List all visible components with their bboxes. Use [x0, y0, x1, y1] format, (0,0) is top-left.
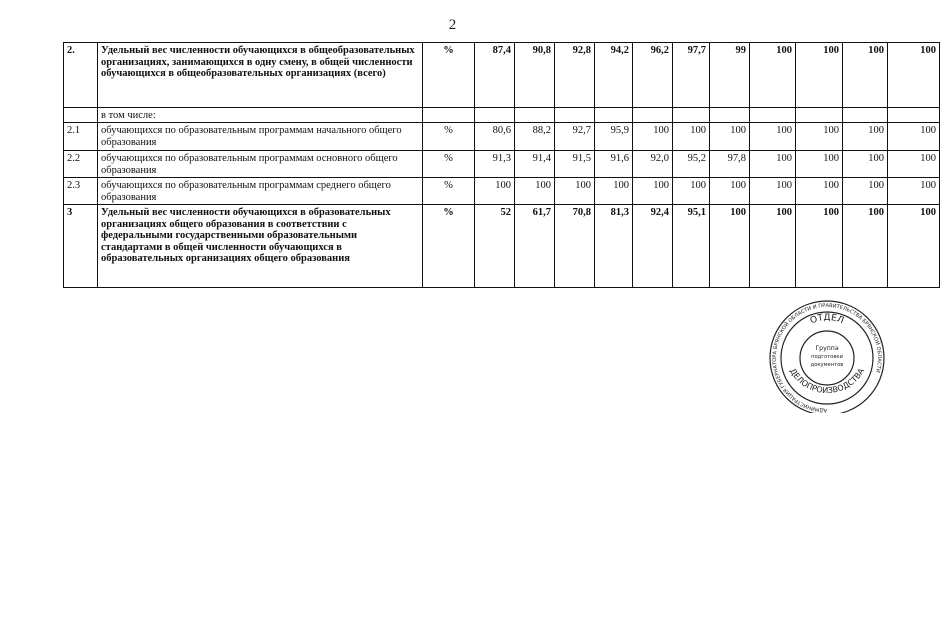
value-cell: 100: [796, 43, 843, 108]
value-cell: 100: [595, 178, 633, 205]
value-cell: 88,2: [515, 123, 555, 151]
row-number: [64, 108, 98, 123]
department-stamp: [762, 293, 892, 413]
indicator-name: обучающихся по образовательным программам основного общего образования: [98, 151, 423, 178]
value-cell: 70,8: [555, 205, 595, 288]
value-cell: [843, 108, 888, 123]
value-cell: 95,1: [673, 205, 710, 288]
value-cell: 100: [710, 178, 750, 205]
value-cell: 100: [750, 178, 796, 205]
value-cell: 100: [888, 43, 940, 108]
unit-cell: %: [423, 178, 475, 205]
value-cell: 96,2: [633, 43, 673, 108]
table-row: [64, 151, 940, 178]
unit-cell: %: [423, 151, 475, 178]
value-cell: 100: [750, 205, 796, 288]
value-cell: 100: [843, 205, 888, 288]
indicator-name: Удельный вес численности обучающихся в общеобразовательных организациях, занимающихся в одну смену, в общей численности обучающихся в общеобразовательных организациях (всего): [98, 43, 423, 108]
value-cell: 92,8: [555, 43, 595, 108]
value-cell: 94,2: [595, 43, 633, 108]
value-cell: [673, 108, 710, 123]
row-number: 2.1: [64, 123, 98, 151]
value-cell: 91,6: [595, 151, 633, 178]
value-cell: 97,8: [710, 151, 750, 178]
row-number: 2.3: [64, 178, 98, 205]
value-cell: 100: [515, 178, 555, 205]
value-cell: 100: [750, 43, 796, 108]
value-cell: [888, 108, 940, 123]
value-cell: 90,8: [515, 43, 555, 108]
row-number: 2.: [64, 43, 98, 108]
indicators-table: [63, 42, 940, 288]
indicator-name: в том числе:: [98, 108, 423, 123]
value-cell: 100: [633, 123, 673, 151]
unit-cell: %: [423, 205, 475, 288]
indicator-name: обучающихся по образовательным программам начального общего образования: [98, 123, 423, 151]
value-cell: 100: [673, 178, 710, 205]
stamp-center-line-2: подготовки: [811, 354, 843, 360]
stamp-inner-top: ОТДЕЛ: [808, 312, 846, 327]
value-cell: [750, 108, 796, 123]
value-cell: 100: [796, 178, 843, 205]
value-cell: 100: [796, 151, 843, 178]
value-cell: 100: [633, 178, 673, 205]
stamp-center-line-3: документов: [810, 362, 844, 368]
table-row: [64, 205, 940, 288]
stamp-center-line-1: Группа: [815, 345, 839, 352]
value-cell: [555, 108, 595, 123]
value-cell: 100: [475, 178, 515, 205]
value-cell: 80,6: [475, 123, 515, 151]
page-number: 2: [448, 17, 457, 33]
value-cell: 100: [710, 205, 750, 288]
value-cell: 95,9: [595, 123, 633, 151]
value-cell: 100: [796, 123, 843, 151]
table-body: [64, 43, 940, 288]
value-cell: 91,5: [555, 151, 595, 178]
value-cell: [595, 108, 633, 123]
value-cell: 99: [710, 43, 750, 108]
value-cell: 100: [750, 151, 796, 178]
value-cell: 100: [843, 178, 888, 205]
value-cell: 52: [475, 205, 515, 288]
value-cell: 87,4: [475, 43, 515, 108]
value-cell: 100: [843, 151, 888, 178]
value-cell: 92,7: [555, 123, 595, 151]
value-cell: 100: [843, 123, 888, 151]
table-row: [64, 108, 940, 123]
value-cell: 92,0: [633, 151, 673, 178]
value-cell: 92,4: [633, 205, 673, 288]
value-cell: [515, 108, 555, 123]
value-cell: 100: [710, 123, 750, 151]
indicator-name: Удельный вес численности обучающихся в образовательных организациях общего образования в соответствии с федеральными государственными образовательными стандартами в общей численности обучающихся в образовательных организациях общего образования: [98, 205, 423, 288]
value-cell: [633, 108, 673, 123]
value-cell: 91,4: [515, 151, 555, 178]
row-number: 3: [64, 205, 98, 288]
value-cell: 95,2: [673, 151, 710, 178]
value-cell: 100: [888, 178, 940, 205]
unit-cell: %: [423, 43, 475, 108]
value-cell: [710, 108, 750, 123]
unit-cell: %: [423, 123, 475, 151]
stamp-inner-bottom: ДЕЛОПРОИЗВОДСТВА: [787, 366, 867, 396]
row-number: 2.2: [64, 151, 98, 178]
value-cell: 100: [750, 123, 796, 151]
value-cell: 100: [555, 178, 595, 205]
table-row: [64, 43, 940, 108]
table-row: [64, 123, 940, 151]
unit-cell: [423, 108, 475, 123]
value-cell: 100: [843, 43, 888, 108]
value-cell: [475, 108, 515, 123]
value-cell: 81,3: [595, 205, 633, 288]
value-cell: 61,7: [515, 205, 555, 288]
value-cell: 100: [888, 123, 940, 151]
stamp-ring-text: АДМИНИСТРАЦИЯ ГУБЕРНАТОРА БРЯНСКОЙ ОБЛАСТИ И ПРАВИТЕЛЬСТВА БРЯНСКОЙ ОБЛАСТИ: [771, 302, 883, 413]
value-cell: 100: [673, 123, 710, 151]
table-row: [64, 178, 940, 205]
value-cell: 97,7: [673, 43, 710, 108]
value-cell: 100: [888, 151, 940, 178]
value-cell: 100: [888, 205, 940, 288]
value-cell: 91,3: [475, 151, 515, 178]
value-cell: [796, 108, 843, 123]
indicator-name: обучающихся по образовательным программам среднего общего образования: [98, 178, 423, 205]
value-cell: 100: [796, 205, 843, 288]
